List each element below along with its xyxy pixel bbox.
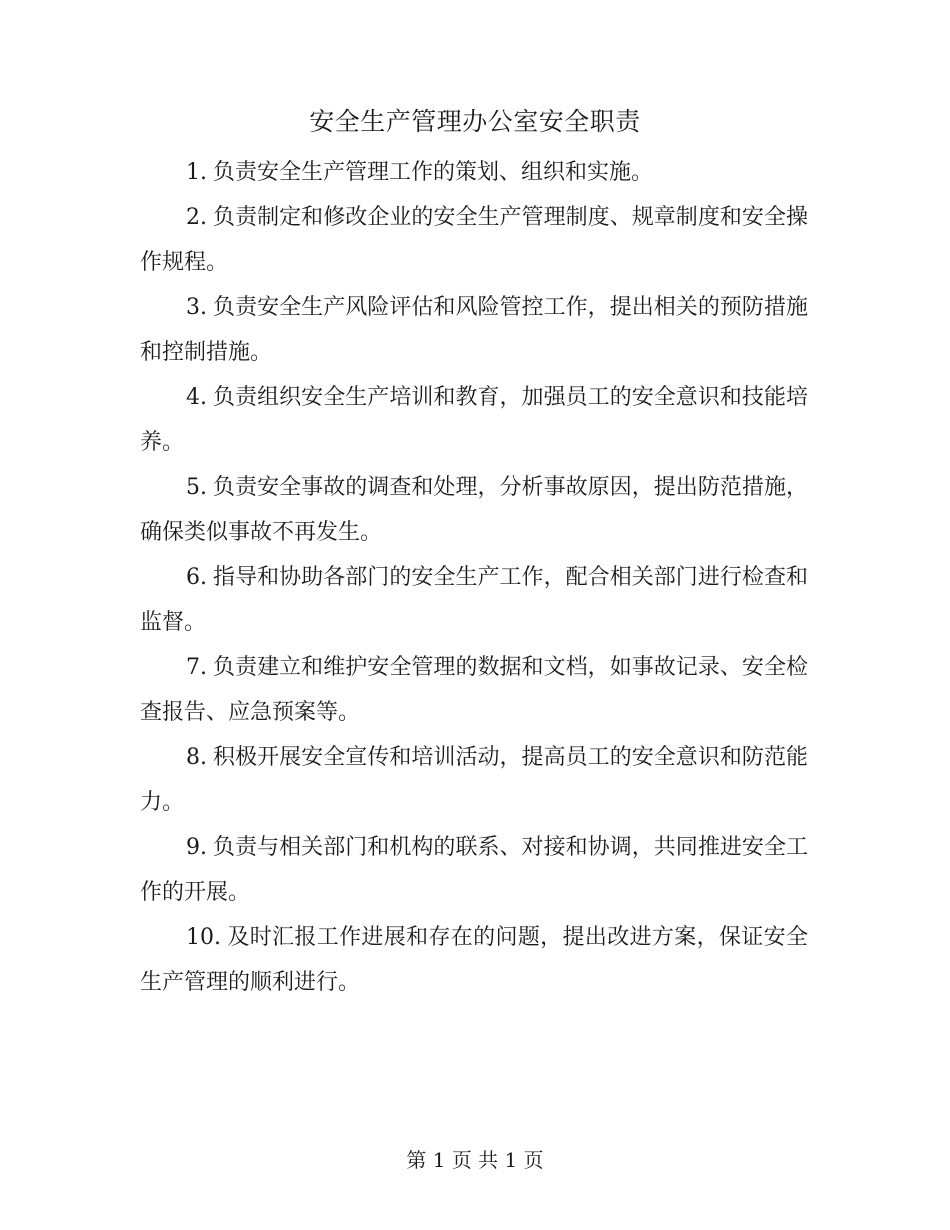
item-text: 负责制定和修改企业的安全生产管理制度、规章制度和安全操作规程。 [140,205,808,275]
document-title: 安全生产管理办公室安全职责 [309,107,641,136]
page-footer: 第 1 页 共 1 页 [406,1148,544,1172]
list-item [140,645,808,735]
list-item [140,375,808,465]
list-item [140,465,808,555]
list-item [140,195,808,285]
item-text: 及时汇报工作进展和存在的问题，提出改进方案，保证安全生产管理的顺利进行。 [140,925,808,995]
item-text: 负责安全生产管理工作的策划、组织和实施。 [213,160,654,185]
list-item [140,915,808,1005]
list-item [140,735,808,825]
item-text: 积极开展安全宣传和培训活动，提高员工的安全意识和防范能力。 [140,745,808,815]
list-item [140,150,808,195]
item-text: 负责安全生产风险评估和风险管控工作，提出相关的预防措施和控制措施。 [140,295,808,365]
item-number: 1. [186,160,207,185]
item-number: 9. [186,835,207,860]
responsibility-list [140,150,808,1005]
item-text: 负责与相关部门和机构的联系、对接和协调，共同推进安全工作的开展。 [140,835,808,905]
list-item [140,285,808,375]
item-number: 8. [186,745,207,770]
item-number: 6. [186,565,207,590]
item-number: 7. [186,655,207,680]
item-text: 指导和协助各部门的安全生产工作，配合相关部门进行检查和监督。 [140,565,808,635]
item-number: 2. [186,205,207,230]
item-number: 5. [186,475,207,500]
list-item [140,555,808,645]
list-item [140,825,808,915]
item-text: 负责建立和维护安全管理的数据和文档，如事故记录、安全检查报告、应急预案等。 [140,655,808,725]
item-text: 负责安全事故的调查和处理，分析事故原因，提出防范措施，确保类似事故不再发生。 [140,475,808,545]
item-number: 10. [186,925,221,950]
item-number: 3. [186,295,207,320]
item-text: 负责组织安全生产培训和教育，加强员工的安全意识和技能培养。 [140,385,808,455]
item-number: 4. [186,385,207,410]
